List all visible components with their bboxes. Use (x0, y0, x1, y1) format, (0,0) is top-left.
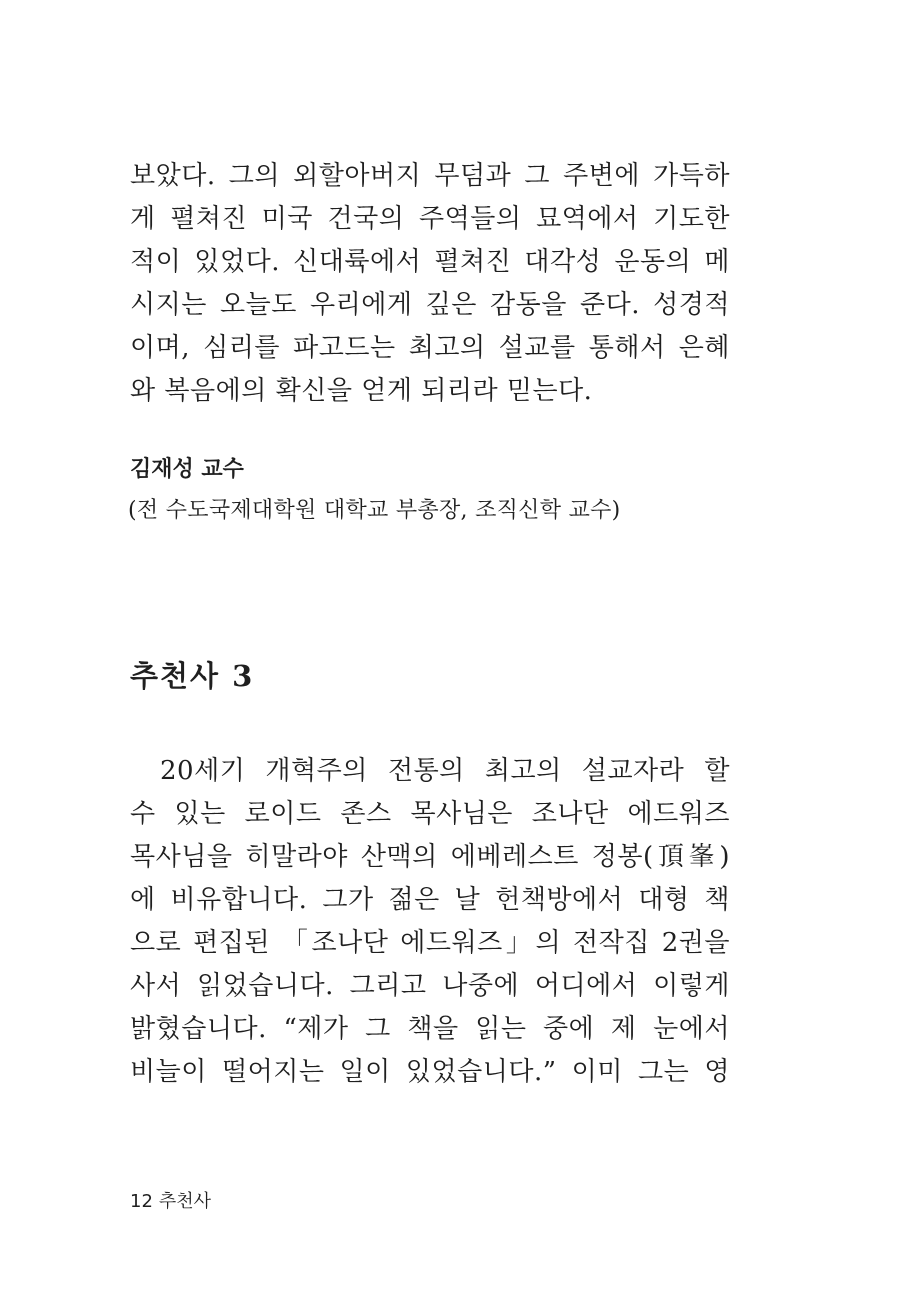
text-line: 밝혔습니다. “제가 그 책을 읽는 중에 제 눈에서 (130, 1014, 730, 1044)
text-line: 적이 있었다. 신대륙에서 펼쳐진 대각성 운동의 메 (130, 247, 730, 277)
page-footer (130, 1190, 211, 1214)
page-number: 12 (130, 1191, 153, 1212)
text-line: 으로 편집된 「조나단 에드워즈」의 전작집 2권을 (130, 928, 730, 958)
text-line: 20세기 개혁주의 전통의 최고의 설교자라 할 (160, 756, 730, 786)
text-line: 에 비유합니다. 그가 젊은 날 헌책방에서 대형 책 (130, 885, 730, 915)
text-line: 와 복음에의 확신을 얻게 되리라 믿는다. (130, 376, 593, 406)
text-line: 게 펼쳐진 미국 건국의 주역들의 묘역에서 기도한 (130, 204, 730, 234)
text-line: 목사님을 히말라야 산맥의 에베레스트 정봉(頂峯) (130, 842, 730, 872)
author-title: (전 수도국제대학원 대학교 부총장, 조직신학 교수) (128, 498, 621, 523)
running-title: 추천사 (158, 1191, 212, 1212)
text-line: 시지는 오늘도 우리에게 깊은 감동을 준다. 성경적 (130, 290, 730, 320)
author-name: 김재성 교수 (130, 457, 244, 482)
text-line: 이며, 심리를 파고드는 최고의 설교를 통해서 은혜 (130, 333, 730, 363)
section-heading: 추천사 3 (130, 659, 255, 693)
text-line: 사서 읽었습니다. 그리고 나중에 어디에서 이렇게 (130, 971, 730, 1001)
text-line: 비늘이 떨어지는 일이 있었습니다.” 이미 그는 영 (130, 1057, 730, 1087)
text-line: 보았다. 그의 외할아버지 무덤과 그 주변에 가득하 (130, 161, 730, 191)
text-line: 수 있는 로이드 존스 목사님은 조나단 에드워즈 (130, 799, 730, 829)
paragraph-1 (130, 155, 730, 413)
paragraph-3 (130, 750, 730, 1094)
